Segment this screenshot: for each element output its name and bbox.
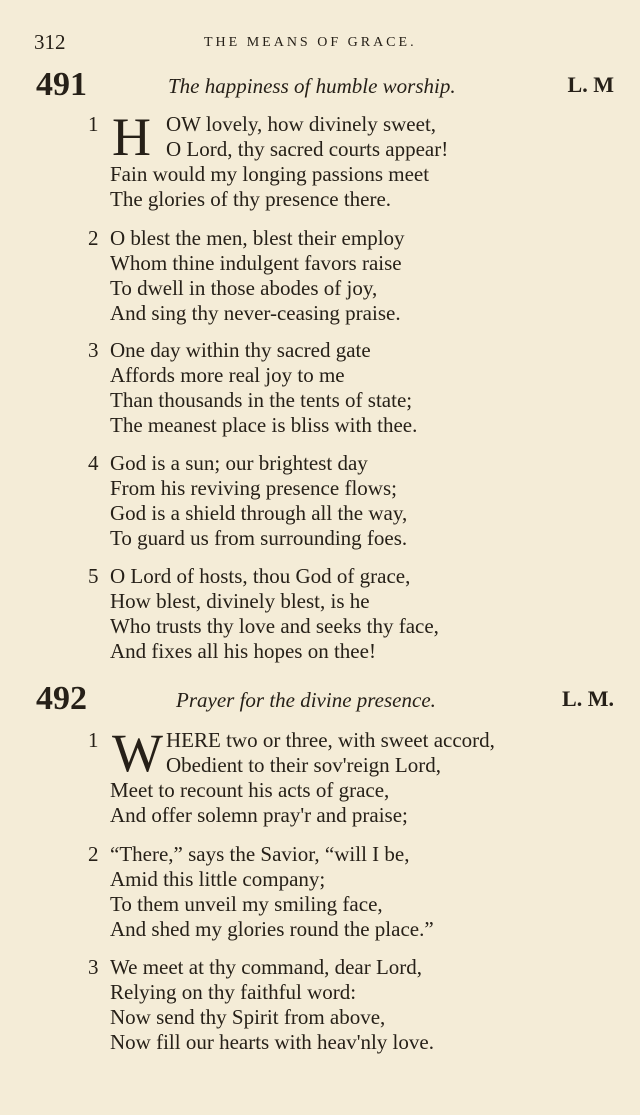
hymn-title: Prayer for the divine presence. <box>176 688 436 712</box>
hymn-meter: L. M. <box>562 686 614 711</box>
stanza-line: “There,” says the Savior, “will I be, <box>110 842 410 866</box>
stanza-line: To guard us from surrounding foes. <box>110 526 408 550</box>
stanza-number: 4 <box>88 451 99 475</box>
drop-cap: H <box>112 107 151 167</box>
hymn-heading <box>36 66 616 106</box>
stanza-line: Obedient to their sov'reign Lord, <box>166 753 441 777</box>
stanza-line: Fain would my longing passions meet <box>110 162 430 186</box>
stanza-line: OW lovely, how divinely sweet, <box>166 112 437 136</box>
stanza-line: O Lord, thy sacred courts appear! <box>166 137 449 161</box>
stanza-line: And offer solemn pray'r and praise; <box>110 803 408 827</box>
hymn-title: The happiness of humble worship. <box>168 74 456 98</box>
stanza-line: God is a shield through all the way, <box>110 501 408 525</box>
stanza-line: Than thousands in the tents of state; <box>110 388 413 412</box>
stanza-line: Amid this little company; <box>110 867 326 891</box>
stanza-line: Whom thine indulgent favors raise <box>110 251 402 275</box>
stanza <box>88 723 588 828</box>
stanza-number: 2 <box>88 842 99 866</box>
stanza-number: 2 <box>88 226 99 250</box>
stanza-line: We meet at thy command, dear Lord, <box>110 955 423 979</box>
hymn-number: 491 <box>36 66 87 103</box>
stanza-line: To them unveil my smiling face, <box>110 892 383 916</box>
stanza-line: And shed my glories round the place.” <box>110 917 434 941</box>
stanza-line: To dwell in those abodes of joy, <box>110 276 378 300</box>
stanza <box>88 955 588 1055</box>
page-header <box>34 30 594 56</box>
stanza-line: How blest, divinely blest, is he <box>110 589 370 613</box>
stanza-line: O blest the men, blest their employ <box>110 226 405 250</box>
stanza-line: Who trusts thy love and seeks thy face, <box>110 614 439 638</box>
stanza-number: 3 <box>88 338 99 362</box>
stanza <box>88 451 588 551</box>
stanza-line: And sing thy never-ceasing praise. <box>110 301 401 325</box>
stanza-number: 5 <box>88 564 99 588</box>
stanza-line: God is a sun; our brightest day <box>110 451 368 475</box>
stanza-line: Now fill our hearts with heav'nly love. <box>110 1030 434 1054</box>
stanza-line: One day within thy sacred gate <box>110 338 371 362</box>
stanza <box>88 842 588 942</box>
stanza-line: The meanest place is bliss with thee. <box>110 413 418 437</box>
hymn-number: 492 <box>36 680 87 717</box>
stanza-number: 1 <box>88 112 99 136</box>
stanza-line: Affords more real joy to me <box>110 363 345 387</box>
hymn-heading <box>36 680 616 720</box>
hymn-meter: L. M <box>567 72 614 97</box>
stanza <box>88 107 588 212</box>
stanza <box>88 338 588 438</box>
stanza-line: The glories of thy presence there. <box>110 187 392 211</box>
stanza-line: Now send thy Spirit from above, <box>110 1005 386 1029</box>
stanza-line: And fixes all his hopes on thee! <box>110 639 376 663</box>
stanza-line: HERE two or three, with sweet accord, <box>166 728 495 752</box>
stanza <box>88 226 588 326</box>
stanza-line: From his reviving presence flows; <box>110 476 397 500</box>
drop-cap: W <box>112 723 163 783</box>
stanza-number: 3 <box>88 955 99 979</box>
stanza-line: Relying on thy faithful word: <box>110 980 357 1004</box>
running-title: THE MEANS OF GRACE. <box>204 35 417 50</box>
stanza-line: Meet to recount his acts of grace, <box>110 778 390 802</box>
page-number: 312 <box>34 30 66 54</box>
stanza <box>88 564 588 664</box>
stanza-number: 1 <box>88 728 99 752</box>
stanza-line: O Lord of hosts, thou God of grace, <box>110 564 411 588</box>
